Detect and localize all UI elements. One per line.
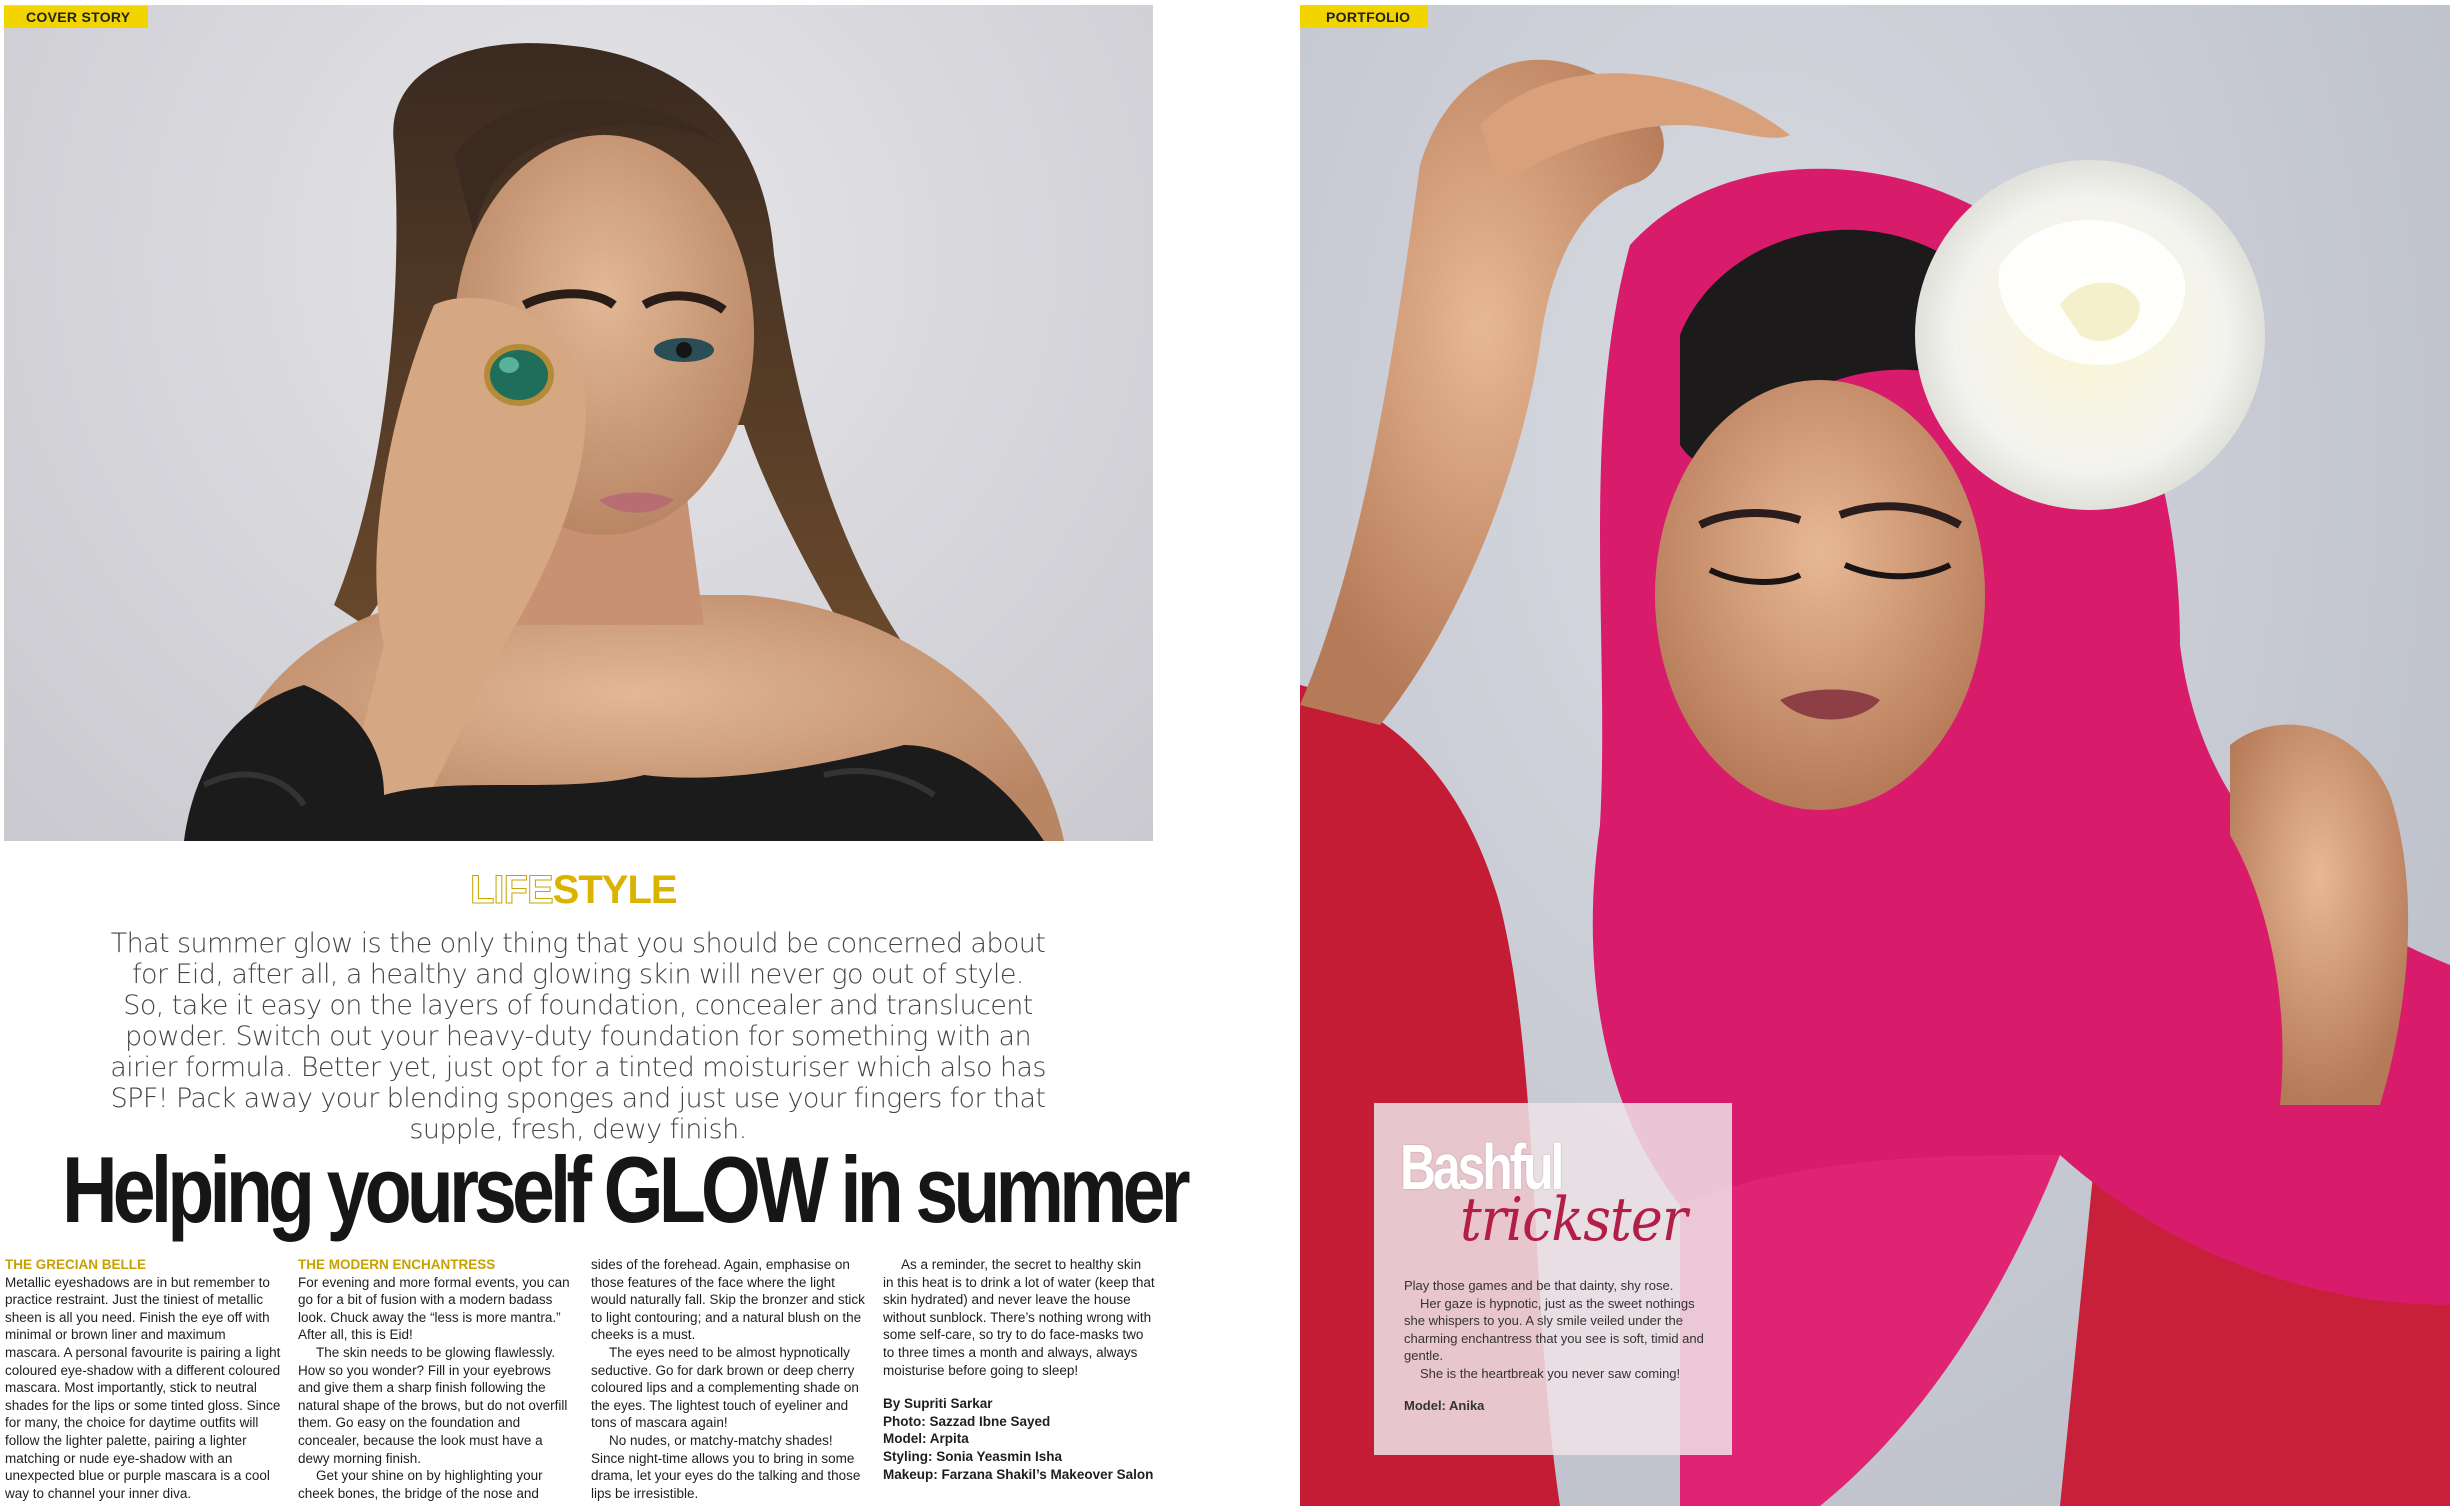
- subhead-modern-enchantress: THE MODERN ENCHANTRESS: [298, 1257, 496, 1272]
- col2-paragraph-1: For evening and more formal events, you can go for a bit of fusion with a modern badass look. Chuck away the “less is more mantra.” After all, this is Eid!: [298, 1274, 570, 1343]
- portfolio-caption-text: [1404, 1277, 1714, 1414]
- subhead-grecian-belle: THE GRECIAN BELLE: [5, 1257, 147, 1272]
- article-headline: Helping yourself GLOW in summer: [62, 1137, 1186, 1242]
- col2-paragraph-2: The skin needs to be glowing flawlessly. How so you wonder? Fill in your eyebrows and give them a sharp finish following the natural shape of the brows, but do not overfill them. Go easy on the foundation and concealer, because the look must have a dewy morning finish.: [298, 1344, 568, 1466]
- portfolio-title: Bashful: [1400, 1131, 1562, 1203]
- logo-part-style: STYLE: [552, 868, 677, 912]
- portfolio-script-title: trickster: [1460, 1185, 1687, 1255]
- logo-part-life: LIFE: [470, 868, 553, 912]
- article-credits: [883, 1395, 1155, 1483]
- article-column-2: [298, 1256, 574, 1502]
- cover-model-illustration: [4, 5, 1153, 841]
- caption-model-credit: Model: Anika: [1404, 1397, 1485, 1413]
- caption-paragraph-1: Play those games and be that dainty, shy rose.: [1404, 1278, 1674, 1293]
- credit-photo: Photo: Sazzad Ibne Sayed: [883, 1413, 1051, 1429]
- col3-paragraph-2: The eyes need to be almost hypnotically seductive. Go for dark brown or deep cherry coloured lips and a complementing shade on the eyes. The lightest touch of eyeliner and tons of mascara again!: [591, 1344, 859, 1431]
- section-tag-portfolio: PORTFOLIO: [1300, 6, 1428, 28]
- section-tag-cover-story: COVER STORY: [4, 6, 148, 28]
- col3-paragraph-1: sides of the forehead. Again, emphasise on those features of the face where the light would naturally fall. Skip the bronzer and stick to light contouring; and a natural blush on the cheeks is a must.: [591, 1257, 865, 1343]
- credit-author: By Supriti Sarkar: [883, 1396, 993, 1412]
- caption-paragraph-2: Her gaze is hypnotic, just as the sweet nothings she whispers to you. A sly smile veiled under the charming enchantress that you see is soft, timid and gentle.: [1404, 1295, 1704, 1364]
- lifestyle-logo: [470, 868, 677, 918]
- credit-makeup: Makeup: Farzana Shakil’s Makeover Salon: [883, 1466, 1154, 1482]
- credit-styling: Styling: Sonia Yeasmin Isha: [883, 1448, 1063, 1464]
- cover-photo: [4, 5, 1153, 841]
- article-column-3: [591, 1256, 867, 1502]
- caption-paragraph-3: She is the heartbreak you never saw coming!: [1420, 1365, 1681, 1381]
- article-column-1: [5, 1256, 281, 1502]
- intro-paragraph: That summer glow is the only thing that you should be concerned about for Eid, after all, a healthy and glowing skin will never go out of style. So, take it easy on the layers of foundation, concealer and translucent powder. Switch out your heavy-duty foundation for something with an airier formula. Better yet, just opt for a tinted moisturiser which also has SPF! Pack away your blending sponges and just use your fingers for that supple, fresh, dewy finish.: [110, 928, 1046, 1145]
- col1-paragraph-1: Metallic eyeshadows are in but remember to practice restraint. Just the tiniest of metallic sheen is all you need. Finish the eye off with minimal or brown liner and maximum mascara. A personal favourite is pairing a light coloured eye-shadow with a different coloured mascara. Most importantly, stick to neutral shades for the lips or some tinted gloss. Since for many, the choice for daytime outfits will follow the lighter palette, pairing a lighter matching or nude eye-shadow with an unexpected blue or purple mascara is a cool way to channel your inner diva.: [5, 1274, 281, 1501]
- credit-model: Model: Arpita: [883, 1431, 969, 1447]
- col4-paragraph-1: As a reminder, the secret to healthy skin in this heat is to drink a lot of water (keep that skin hydrated) and never leave the house without sunblock. There’s nothing wrong with some self-care, so try to do face-masks two to three times a month and always, always moisturise before going to sleep!: [883, 1257, 1155, 1378]
- col3-paragraph-3: No nudes, or matchy-matchy shades! Since night-time allows you to bring in some drama, let your eyes do the talking and those lips be irresistible.: [591, 1432, 861, 1501]
- article-column-4: [883, 1256, 1155, 1483]
- col2-paragraph-3: Get your shine on by highlighting your cheek bones, the bridge of the nose and: [298, 1468, 543, 1501]
